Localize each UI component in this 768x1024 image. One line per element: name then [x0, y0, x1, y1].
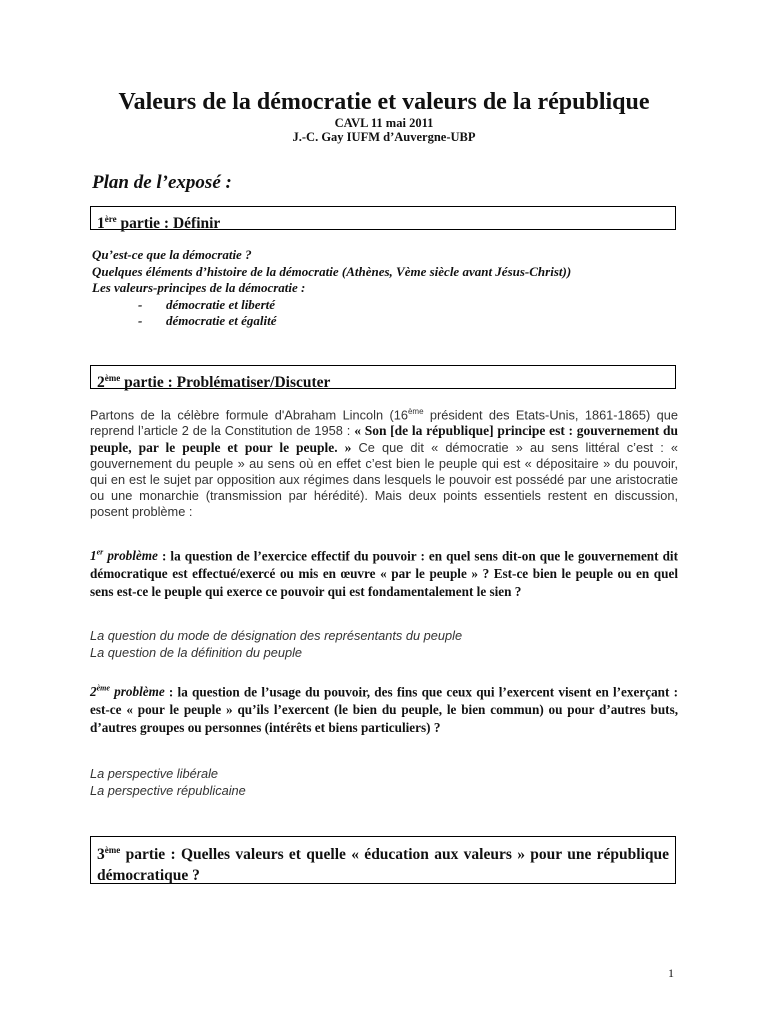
list-item [92, 313, 571, 330]
bullet-dash: - [138, 296, 143, 312]
part2-superscript: ème [104, 373, 121, 383]
part1-line-2: Quelques éléments d’histoire de la démocratie (Athènes, Vème siècle avant Jésus-Christ)) [92, 263, 572, 279]
lincoln-paragraph [90, 404, 678, 521]
problem-2-subpoints [90, 766, 246, 799]
problem-2-text: : la question de l’usage du pouvoir, des fins que ceux qui l’exercent visent en l’exerçant : est-ce « pour le peuple » qu’ils l’exercent (le bien du peuple, le bien commun) ou pour d’autres buts, d’autres groupes ou personnes (intérêts et biens particuliers) ? [90, 684, 679, 736]
part1-content [92, 247, 571, 330]
part1-line-3: Les valeurs-principes de la démocratie : [92, 280, 306, 295]
problem-1-label: problème [103, 548, 158, 564]
constitution-quote: « Son [de la république] principe est : gouvernement du peuple, par le peuple et pour le peuple. » [90, 423, 678, 455]
problem-1-superscript: er [96, 548, 104, 557]
part3-superscript: ème [104, 845, 121, 855]
problem-2-superscript: ème [96, 684, 110, 693]
list-item: La perspective républicaine [90, 782, 246, 798]
part1-number: 1 [97, 215, 105, 233]
list-item-text: démocratie et égalité [166, 313, 277, 328]
part1-line-1: Qu’est-ce que la démocratie ? [92, 247, 252, 262]
part2-label: partie : Problématiser/Discuter [120, 374, 331, 392]
plan-heading: Plan de l’exposé : [92, 172, 232, 193]
part2-number: 2 [97, 374, 105, 392]
problem-1-subpoints [90, 628, 462, 661]
list-item [92, 297, 571, 314]
paragraph-text: Partons de la célèbre formule d'Abraham Lincoln (16 [90, 407, 408, 423]
problem-2-number: 2 [90, 684, 97, 700]
part3-number: 3 [97, 846, 105, 864]
paragraph-text: président des Etats-Unis, 1861-1865) que reprend l’article 2 de la Constitution de 1958 : [90, 407, 678, 439]
part1-superscript: ère [104, 214, 117, 224]
paragraph-superscript: ème [407, 407, 424, 416]
paragraph-text: Ce que dit « démocratie » au sens littéral c’est : « gouvernement du peuple » au sens où en effet c’est bien le peuple qui est « dépositaire » du pouvoir, qui en est le sujet par opposition aux régimes dans lesquels le pouvoir est possédé par une aristocratie ou une monarchie (transmission par hérédité). Mais deux points essentiels restent en discussion, posent problème : [90, 439, 678, 520]
bullet-dash: - [138, 313, 143, 328]
problem-1-text: : la question de l’exercice effectif du pouvoir : en quel sens dit-on que le gouvernement dit démocratique est effectué/exercé ou mis en œuvre « par le peuple » ? Est-ce bien le peuple ou en quel sens est-ce le peuple qui exerce ce pouvoir qui est fondamentalement le sien ? [90, 548, 678, 600]
document-subtitle-author: J.-C. Gay IUFM d’Auvergne-UBP [292, 130, 476, 144]
list-item: La question du mode de désignation des représentants du peuple [90, 628, 463, 643]
list-item-text: démocratie et liberté [166, 296, 276, 312]
problem-1-number: 1 [90, 548, 97, 564]
document-title: Valeurs de la démocratie et valeurs de la république [118, 89, 650, 115]
part1-header-box [90, 206, 676, 233]
part3-label: partie : Quelles valeurs et quelle « éducation aux valeurs » pour une république démocratique ? [97, 846, 669, 885]
problem-1 [90, 544, 678, 601]
list-item: La question de la définition du peuple [90, 644, 303, 660]
part2-header-box [90, 365, 676, 392]
part3-header-box [90, 836, 676, 884]
problem-2 [90, 680, 678, 737]
page-number: 1 [668, 966, 674, 980]
document-subtitle-event: CAVL 11 mai 2011 [334, 116, 434, 130]
problem-2-label: problème [109, 684, 165, 700]
list-item: La perspective libérale [90, 766, 219, 781]
part1-label: partie : Définir [116, 215, 221, 233]
